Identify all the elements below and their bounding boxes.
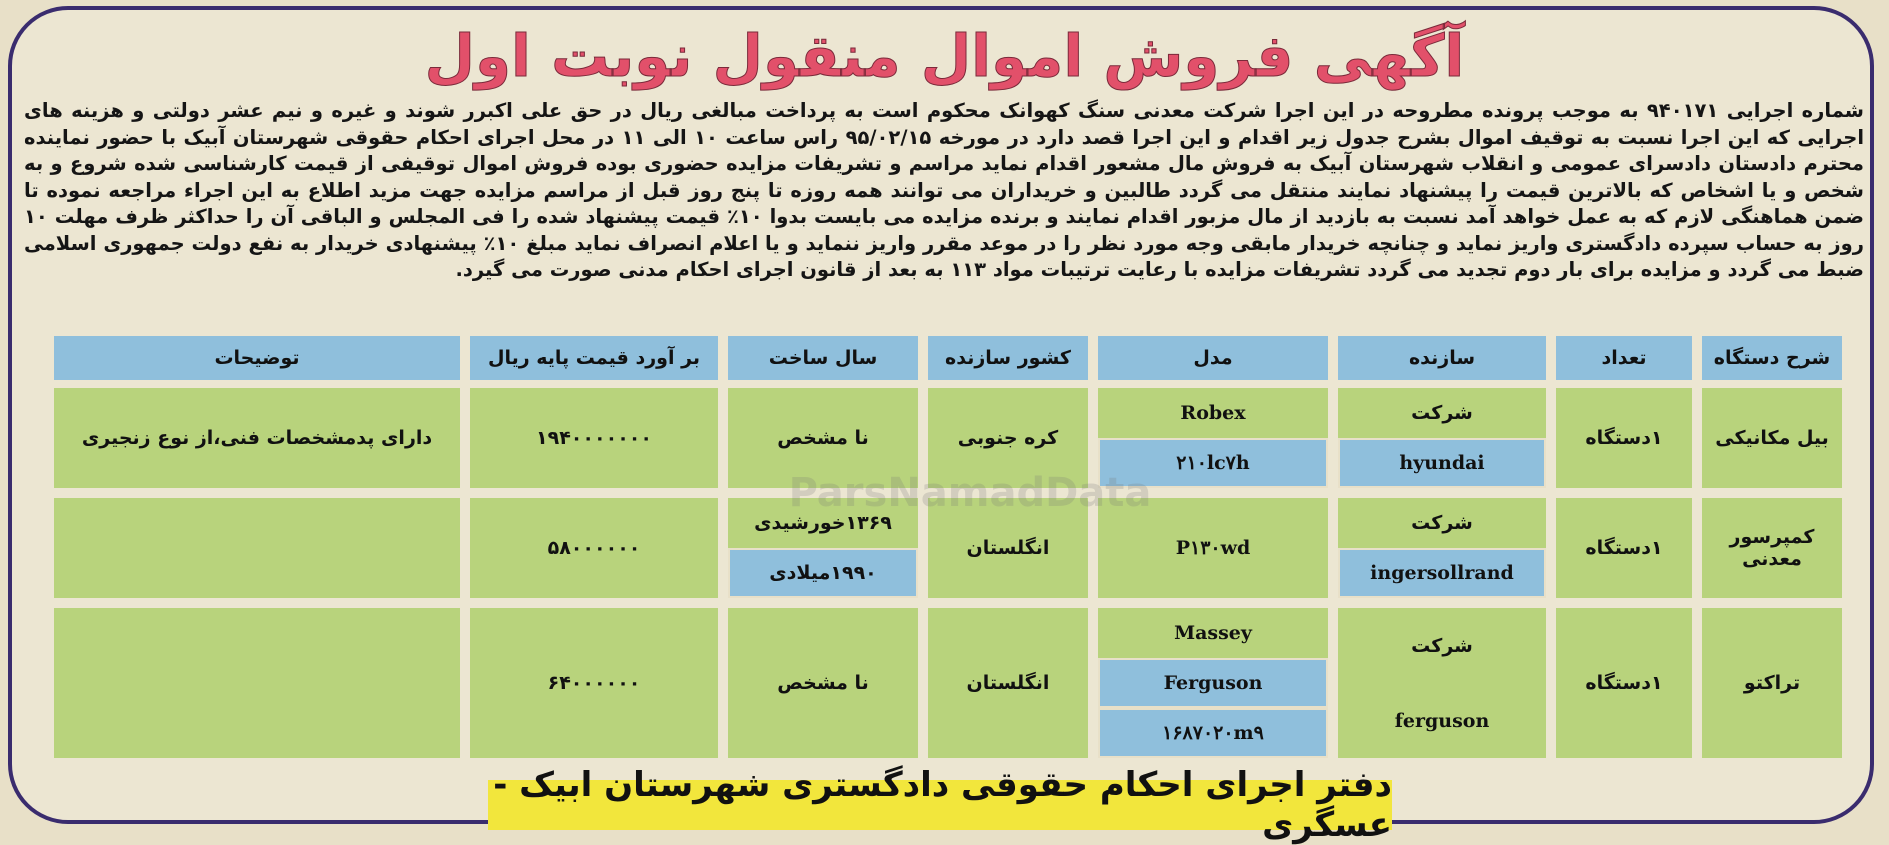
row2-price: ۵۸۰۰۰۰۰۰: [470, 498, 718, 598]
row2-notes: [54, 498, 460, 598]
header-model: مدل: [1098, 336, 1328, 380]
header-count: تعداد: [1556, 336, 1692, 380]
row3-country: انگلستان: [928, 608, 1088, 758]
row3-maker-bottom: ferguson: [1338, 683, 1546, 758]
row1-country: کره جنوبی: [928, 388, 1088, 488]
header-price: بر آورد قیمت پایه ریال: [470, 336, 718, 380]
notice-body: شماره اجرایی ۹۴۰۱۷۱ به موجب پرونده مطروحه در این اجرا شرکت معدنی سنگ کهوانک محکوم است به پرداخت مبالغی ریال در حق علی اکبرر شوند و غیره و نیم عشر دولتی و هزینه های اجرایی که این اجرا نسبت به توقیف اموال بشرح جدول زیر اقدام و این اجرا قصد دارد در مورخه ۹۵/۰۲/۱۵ راس ساعت ۱۰ الی ۱۱ در محل اجرای احکام حقوقی شهرستان آبیک با حضور نماینده محترم دادستان دادسرای عمومی و انقلاب شهرستان آبیک به فروش مال مشعور اقدام نماید مراسم و تشریفات مزایده حضوری بوده فروش اموال توقیفی از قیمت کارشناسی شده شروع و به شخص و یا اشخاص که بالاترین قیمت را پیشنهاد نمایند منتقل می گردد طالبین و خریداران می توانند همه روزه تا پنج روز قبل از مراسم مزایده جهت مزید اطلاع به این اجراء مراجعه نموده تا ضمن هماهنگی لازم که به عمل خواهد آمد نسبت به بازدید از مال مزبور اقدام نمایند و برنده مزایده می بایست بدوا ۱۰٪ قیمت پیشنهاد شده را فی المجلس و الباقی آن را حداکثر ظرف مهلت ۱۰ روز به حساب سپرده دادگستری واریز نماید و چنانچه خریدار مابقی وجه مورد نظر را در موعد مقرر واریز ننماید و یا اعلام انصراف نماید مبلغ ۱۰٪ پیشنهادی خریدار به نفع دولت جمهوری اسلامی ضبط می گردد و مزایده برای بار دوم تجدید می گردد تشریفات مزایده با رعایت ترتیبات مواد ۱۱۳ به بعد از قانون اجرای احکام مدنی صورت می گیرد.: [24, 99, 1864, 281]
row3-price: ۶۴۰۰۰۰۰۰: [470, 608, 718, 758]
row2-country: انگلستان: [928, 498, 1088, 598]
row2-description: کمپرسور معدنی: [1702, 498, 1842, 598]
row3-model-bottom: ۱۶۸۷۰۲۰m۹: [1098, 708, 1328, 758]
row3-count: ۱دستگاه: [1556, 608, 1692, 758]
row3-model-top: Massey: [1098, 608, 1328, 658]
row1-year: نا مشخص: [728, 388, 918, 488]
row1-model-top: Robex: [1098, 388, 1328, 438]
watermark: ParsNamadData: [788, 470, 1152, 516]
row3-year: نا مشخص: [728, 608, 918, 758]
header-maker: سازنده: [1338, 336, 1546, 380]
row1-description: بیل مکانیکی: [1702, 388, 1842, 488]
header-description: شرح دستگاه: [1702, 336, 1842, 380]
row1-price: ۱۹۴۰۰۰۰۰۰۰: [470, 388, 718, 488]
header-country: کشور سازنده: [928, 336, 1088, 380]
row1-model-bottom: ۲۱۰lc۷h: [1098, 438, 1328, 488]
row2-year-top: ۱۳۶۹خورشیدی: [728, 498, 918, 548]
row3-model-mid: Ferguson: [1098, 658, 1328, 708]
row1-count: ۱دستگاه: [1556, 388, 1692, 488]
row2-model: P۱۳۰wd: [1098, 498, 1328, 598]
row2-year-bottom: ۱۹۹۰میلادی: [728, 548, 918, 598]
row1-notes: دارای پدمشخصات فنی،از نوع زنجیری: [54, 388, 460, 488]
header-year: سال ساخت: [728, 336, 918, 380]
row3-description: تراکتو: [1702, 608, 1842, 758]
row3-maker-top: شرکت: [1338, 608, 1546, 683]
row2-maker-bottom: ingersollrand: [1338, 548, 1546, 598]
row1-maker-top: شرکت: [1338, 388, 1546, 438]
title-band: [0, 22, 1889, 102]
footer-office: دفتر اجرای احکام حقوقی دادگستری شهرستان ابیک - عسگری: [488, 780, 1392, 830]
notice-title: آگهی فروش اموال منقول نوبت اول: [424, 22, 1465, 90]
header-notes: توضیحات: [54, 336, 460, 380]
row2-count: ۱دستگاه: [1556, 498, 1692, 598]
auction-table: [54, 336, 1842, 780]
row3-notes: [54, 608, 460, 758]
row1-maker-bottom: hyundai: [1338, 438, 1546, 488]
row2-maker-top: شرکت: [1338, 498, 1546, 548]
